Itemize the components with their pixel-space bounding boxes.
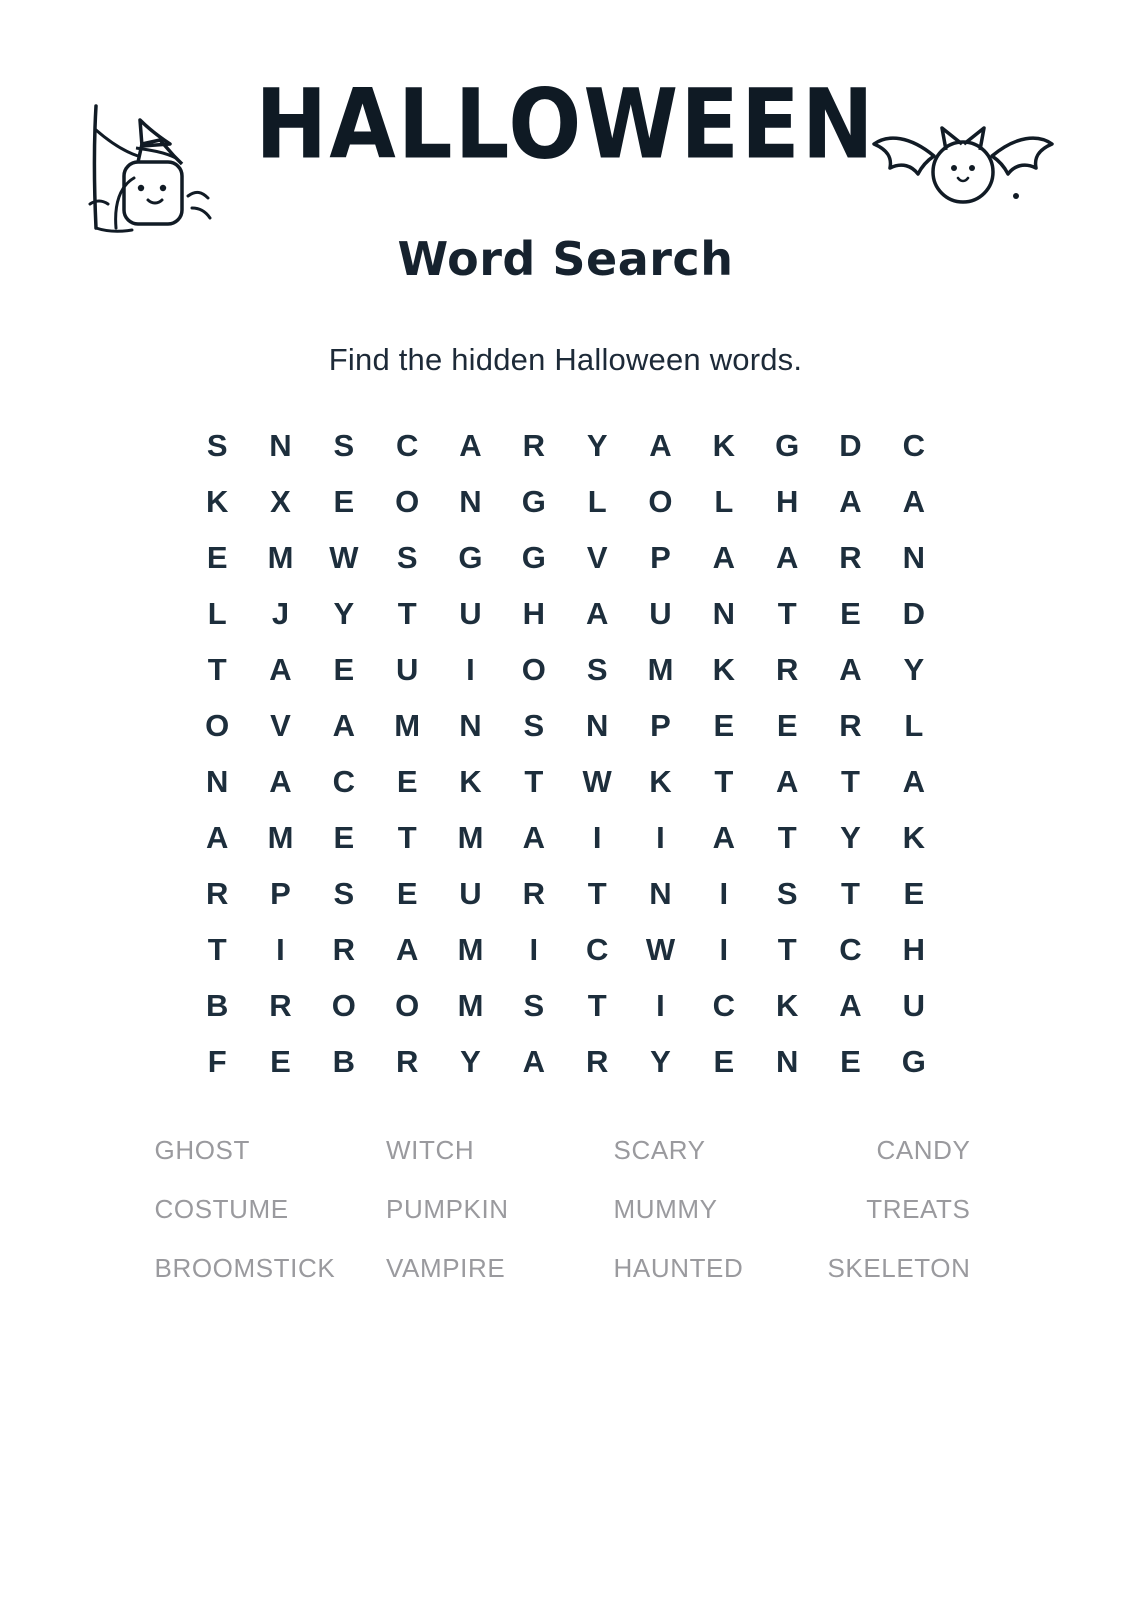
word-list-item: MUMMY xyxy=(613,1194,718,1224)
grid-cell: E xyxy=(396,876,418,911)
grid-cell: N xyxy=(269,428,292,463)
word-list-item: HAUNTED xyxy=(613,1253,744,1283)
word-list-item: CANDY xyxy=(876,1135,971,1165)
grid-cell: A xyxy=(775,540,799,575)
grid-cell: A xyxy=(269,764,292,799)
grid-cell: M xyxy=(267,820,294,855)
grid-cell: T xyxy=(777,596,797,631)
grid-cell: S xyxy=(333,428,355,463)
grid-cell: O xyxy=(521,652,546,687)
grid-cell: C xyxy=(585,932,609,967)
grid-cell: R xyxy=(522,876,546,911)
word-list-item: WITCH xyxy=(386,1135,475,1165)
grid-cell: R xyxy=(332,932,356,967)
grid-cell: S xyxy=(523,988,545,1023)
grid-cell: A xyxy=(269,652,292,687)
grid-cell: T xyxy=(207,932,227,967)
word-search-grid xyxy=(186,430,946,1077)
grid-cell: N xyxy=(902,540,926,575)
grid-cell: E xyxy=(713,1044,735,1079)
grid-cell: J xyxy=(271,596,290,631)
grid-cell: M xyxy=(457,932,484,967)
grid-cell: O xyxy=(205,708,230,743)
grid-cell: A xyxy=(712,820,736,855)
grid-cell: W xyxy=(645,932,676,967)
grid-cell: P xyxy=(650,708,671,743)
grid-cell: E xyxy=(840,1044,861,1079)
grid-cell: T xyxy=(524,764,544,799)
grid-cell: I xyxy=(592,820,602,855)
grid-cell: Y xyxy=(650,1044,671,1079)
grid-cell: N xyxy=(649,876,672,911)
grid-cell: I xyxy=(656,820,665,855)
grid-cell: G xyxy=(521,484,546,519)
grid-cell: A xyxy=(712,540,736,575)
grid-cell: I xyxy=(466,652,475,687)
grid-cell: I xyxy=(719,876,729,911)
grid-cell: V xyxy=(270,708,291,743)
word-list-item: SKELETON xyxy=(827,1253,971,1283)
grid-cell: S xyxy=(776,876,798,911)
grid-cell: S xyxy=(586,652,608,687)
grid-cell: E xyxy=(333,652,355,687)
word-list-item: GHOST xyxy=(154,1135,250,1165)
grid-cell: N xyxy=(585,708,609,743)
grid-cell: A xyxy=(395,932,419,967)
grid-cell: U xyxy=(395,652,419,687)
grid-cell: E xyxy=(206,540,228,575)
grid-cell: M xyxy=(647,652,674,687)
grid-cell: Y xyxy=(460,1044,481,1079)
grid-cell: N xyxy=(712,596,736,631)
grid-cell: D xyxy=(902,596,926,631)
grid-cell: N xyxy=(459,708,482,743)
grid-cell: R xyxy=(839,708,862,743)
grid-cell: E xyxy=(333,820,355,855)
grid-cell: O xyxy=(395,484,420,519)
grid-cell: K xyxy=(459,764,482,799)
grid-cell: C xyxy=(902,428,926,463)
grid-cell: S xyxy=(206,428,228,463)
grid-cell: G xyxy=(775,428,800,463)
grid-cell: Y xyxy=(333,596,355,631)
grid-cell: T xyxy=(841,764,860,799)
grid-cell: A xyxy=(585,596,609,631)
grid-cell: K xyxy=(649,764,672,799)
grid-cell: F xyxy=(207,1044,227,1079)
grid-cell: O xyxy=(331,988,356,1023)
grid-cell: T xyxy=(397,820,417,855)
grid-cell: A xyxy=(332,708,356,743)
cat-witch-icon xyxy=(78,100,228,250)
page-title: HALLOWEEN xyxy=(255,69,876,181)
word-list-item: PUMPKIN xyxy=(386,1194,509,1224)
grid-cell: B xyxy=(332,1044,356,1079)
page-subtitle: Word Search xyxy=(397,232,734,286)
grid-cell: E xyxy=(333,484,355,519)
grid-cell: K xyxy=(775,988,799,1023)
grid-cell: E xyxy=(396,764,418,799)
bat-icon xyxy=(866,110,1061,225)
grid-cell: T xyxy=(714,764,734,799)
grid-cell: A xyxy=(205,820,229,855)
grid-cell: E xyxy=(776,708,798,743)
grid-cell: T xyxy=(841,876,860,911)
word-list-item: TREATS xyxy=(866,1194,971,1224)
grid-cell: P xyxy=(270,876,291,911)
grid-cell: E xyxy=(903,876,925,911)
grid-cell: L xyxy=(904,708,924,743)
grid-cell: I xyxy=(529,932,539,967)
grid-cell: C xyxy=(712,988,736,1023)
grid-cell: E xyxy=(840,596,861,631)
grid-cell: N xyxy=(205,764,229,799)
grid-cell: A xyxy=(459,428,482,463)
grid-cell: G xyxy=(458,540,483,575)
grid-cell: L xyxy=(587,484,607,519)
grid-cell: B xyxy=(205,988,229,1023)
grid-cell: E xyxy=(713,708,735,743)
grid-cell: A xyxy=(839,484,862,519)
grid-cell: A xyxy=(839,988,862,1023)
grid-cell: A xyxy=(522,1044,546,1079)
grid-cell: K xyxy=(712,652,736,687)
grid-cell: U xyxy=(902,988,926,1023)
grid-cell: A xyxy=(775,764,799,799)
grid-cell: R xyxy=(522,428,546,463)
grid-cell: T xyxy=(587,988,607,1023)
grid-cell: T xyxy=(207,652,227,687)
grid-cell: C xyxy=(839,932,862,967)
grid-cell: T xyxy=(587,876,607,911)
grid-cell: W xyxy=(582,764,612,799)
grid-cell: H xyxy=(522,596,546,631)
grid-cell: Y xyxy=(903,652,925,687)
grid-cell: R xyxy=(395,1044,419,1079)
grid-cell: U xyxy=(459,876,482,911)
grid-cell: T xyxy=(777,820,797,855)
grid-cell: N xyxy=(459,484,482,519)
grid-cell: S xyxy=(333,876,355,911)
grid-cell: U xyxy=(649,596,672,631)
grid-cell: R xyxy=(269,988,292,1023)
instruction-text: Find the hidden Halloween words. xyxy=(328,342,803,377)
grid-cell: G xyxy=(521,540,546,575)
grid-cell: R xyxy=(775,652,799,687)
word-list xyxy=(151,1135,981,1284)
grid-cell: I xyxy=(656,988,665,1023)
grid-cell: V xyxy=(586,540,608,575)
grid-cell: I xyxy=(719,932,729,967)
grid-cell: A xyxy=(649,428,672,463)
grid-cell: K xyxy=(712,428,736,463)
grid-cell: X xyxy=(270,484,291,519)
grid-cell: N xyxy=(775,1044,799,1079)
grid-cell: U xyxy=(459,596,482,631)
grid-cell: S xyxy=(523,708,545,743)
grid-cell: Y xyxy=(586,428,608,463)
grid-cell: R xyxy=(839,540,862,575)
grid-cell: A xyxy=(902,764,926,799)
word-list-item: COSTUME xyxy=(154,1194,289,1224)
word-list-item: SCARY xyxy=(613,1135,706,1165)
grid-cell: M xyxy=(457,988,484,1023)
grid-cell: W xyxy=(329,540,359,575)
word-list-item: VAMPIRE xyxy=(386,1253,506,1283)
grid-cell: K xyxy=(902,820,926,855)
grid-cell: D xyxy=(839,428,862,463)
grid-cell: L xyxy=(714,484,734,519)
grid-cell: T xyxy=(777,932,797,967)
grid-cell: G xyxy=(901,1044,926,1079)
grid-cell: R xyxy=(205,876,229,911)
header xyxy=(0,0,1131,250)
grid-cell: Y xyxy=(840,820,861,855)
grid-cell: C xyxy=(395,428,419,463)
grid-cell: R xyxy=(585,1044,609,1079)
grid-cell: A xyxy=(839,652,862,687)
grid-cell: C xyxy=(332,764,356,799)
grid-cell: M xyxy=(394,708,421,743)
grid-cell: A xyxy=(902,484,926,519)
grid-cell: H xyxy=(902,932,926,967)
grid-cell: K xyxy=(205,484,229,519)
grid-cell: I xyxy=(276,932,285,967)
grid-cell: M xyxy=(267,540,294,575)
grid-cell: A xyxy=(522,820,546,855)
grid-cell: S xyxy=(396,540,418,575)
grid-cell: O xyxy=(648,484,673,519)
word-list-item: BROOMSTICK xyxy=(154,1253,336,1283)
grid-cell: H xyxy=(775,484,799,519)
grid-cell: O xyxy=(395,988,420,1023)
grid-cell: P xyxy=(650,540,671,575)
grid-cell: M xyxy=(457,820,484,855)
grid-cell: E xyxy=(270,1044,291,1079)
grid-cell: T xyxy=(397,596,417,631)
grid-cell: L xyxy=(207,596,227,631)
